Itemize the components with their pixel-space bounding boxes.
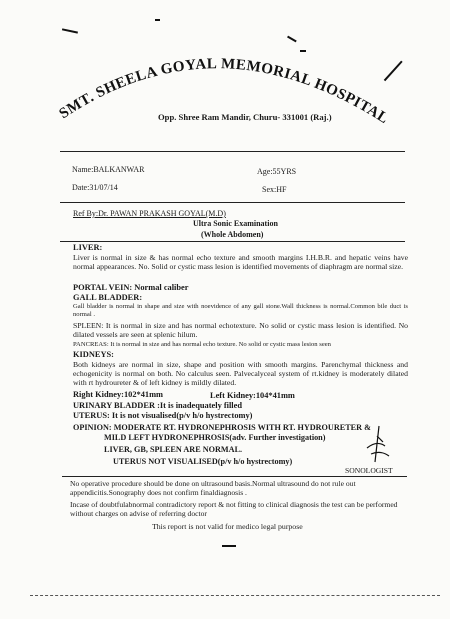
opinion-line-2: MILD LEFT HYDRONEPHROSIS(adv. Further investigation) <box>104 433 326 442</box>
scan-mark <box>222 545 236 547</box>
right-kidney-size: Right Kidney:102*41mm <box>73 390 164 399</box>
footer-line-1: No operative procedure should be done on ultrasound basis.Normal ultrasound do not rule out appendicitis.Sonography does not confirm finaldiagnosis . <box>70 479 356 497</box>
hospital-name: SMT. SHEELA GOYAL MEMORIAL HOSPITAL <box>56 56 392 127</box>
report-date: Date:31/07/14 <box>72 183 118 192</box>
patient-name: Name:BALKANWAR <box>72 165 145 174</box>
opinion-line-3: LIVER, GB, SPLEEN ARE NORMAL. <box>104 445 243 454</box>
footer-line-2: Incase of doubtfulabnormal contradictory report & not fitting to clinical diagnosis the test can be performed without charges on advise of referring doctor <box>70 500 398 518</box>
liver-text: Liver is normal in size & has normal echo texture and smooth margins I.H.B.R. and hepatic veins have normal appearances. No. Solid or cystic mass lesion is identified movements of diaphragm are normal size. <box>73 253 408 272</box>
left-kidney-size: Left Kidney:104*41mm <box>210 391 295 400</box>
portal-vein: PORTAL VEIN: Normal caliber <box>73 283 189 292</box>
patient-sex: Sex:HF <box>262 185 287 194</box>
exam-divider <box>60 241 405 242</box>
signature-scribble <box>355 422 395 464</box>
exam-subtitle: (Whole Abdomen) <box>201 230 264 239</box>
gall-bladder-text: Gall bladder is normal in shape and size with noevidence of any gall stone.Wall thickness is normal.Common bile duct is normal . <box>73 303 408 319</box>
kidneys-text: Both kidneys are normal in size, shape and position with smooth margins. Parenchymal thickness and echogenicity is normal on both. No calculus seen. Palvecalyceal system of rt.kidney is moderately dilated with rt hydroureter & of left kidney is mildly dilated. <box>73 360 408 388</box>
gall-bladder-heading: GALL BLADDER: <box>73 293 143 302</box>
kidneys-heading: KIDNEYS: <box>73 350 114 359</box>
opinion-line-4: UTERUS NOT VISUALISED(p/v h/o hystrectomy) <box>113 457 293 466</box>
referred-by: Ref By:Dr. PAWAN PRAKASH GOYAL(M.D) <box>73 209 226 218</box>
scan-mark <box>155 19 160 21</box>
sonologist-label: SONOLOGIST <box>345 466 393 475</box>
footer-line-3: This report is not valid for medico legal purpose <box>152 522 303 531</box>
liver-heading: LIVER: <box>73 243 103 252</box>
pancreas-text: PANCREAS: It is normal in size and has normal echo texture. No solid or cystic mass lesion seen <box>73 341 331 348</box>
opinion-line-1: OPINION: MODERATE RT. HYDRONEPHROSIS WITH RT. HYDROURETER & <box>73 423 371 432</box>
hospital-address: Opp. Shree Ram Mandir, Churu- 331001 (Raj.) <box>158 112 332 122</box>
urinary-bladder: URINARY BLADDER :It is inadequately filled <box>73 401 242 410</box>
patient-age: Age:55YRS <box>257 167 297 176</box>
spleen-text: SPLEEN: It is normal in size and has normal echotexture. No solid or cystic mass lesion is identified. No dilated vessels are seen at splenic hilum. <box>73 321 408 340</box>
header-divider <box>60 151 405 152</box>
uterus: UTERUS: It is not visualised(p/v h/o hystrectomy) <box>73 411 253 420</box>
exam-title: Ultra Sonic Examination <box>193 219 278 228</box>
footer-divider <box>62 476 407 477</box>
scan-edge-line <box>30 595 440 596</box>
patient-divider <box>60 202 405 203</box>
